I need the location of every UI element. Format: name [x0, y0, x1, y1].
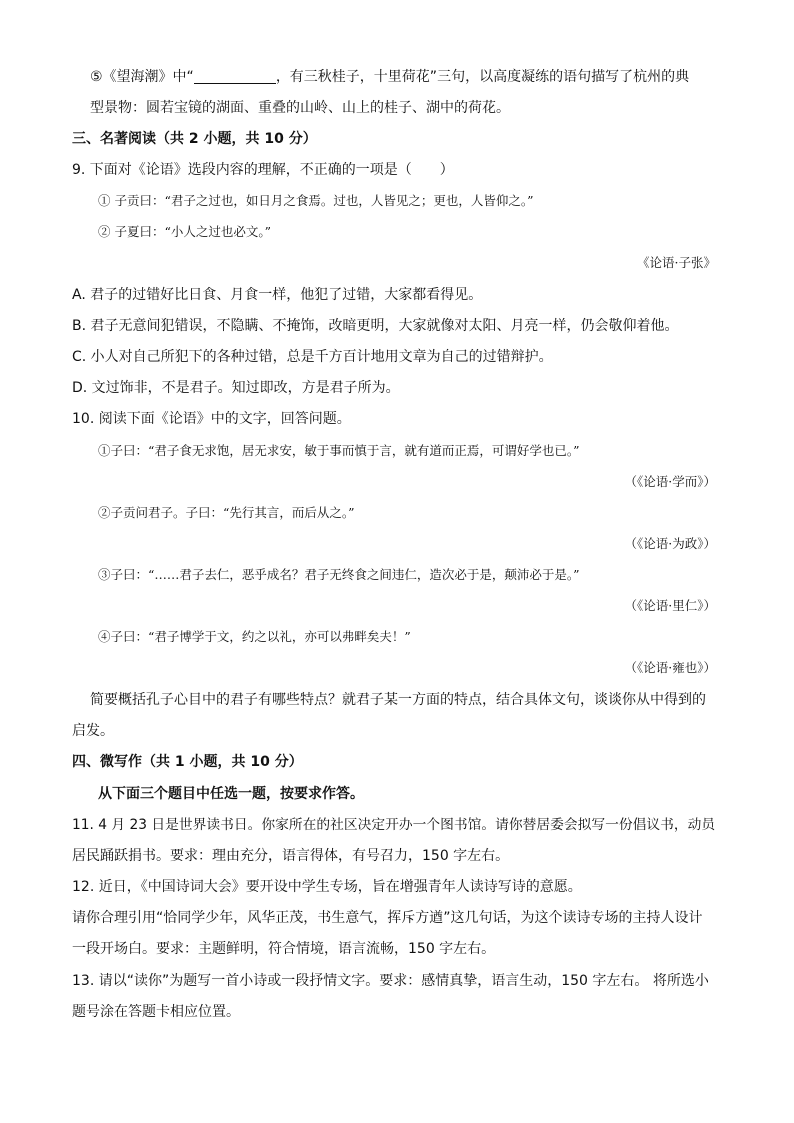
q9-source: 《论语·子张》: [637, 255, 716, 270]
poem-fill-line-2: 型景物：圆若宝镜的湖面、重叠的山岭、山上的桂子、湖中的荷花。: [90, 100, 510, 116]
q12-line-2: 请你合理引用“恰同学少年，风华正茂，书生意气，挥斥方遒”这几句话，为这个读诗专场的主持人设计: [72, 910, 703, 926]
q11-line-2: 居民踊跃捐书。要求：理由充分，语言得体，有号召力，150 字左右。: [72, 848, 510, 864]
q10-source-3: （《论语·里仁》）: [624, 598, 716, 613]
fill-text-prefix: ⑤《望海潮》中“: [90, 69, 194, 85]
poem-fill-line: [90, 67, 724, 87]
q10-quote-2: ②子贡问君子。子曰：“先行其言，而后从之。”: [98, 505, 355, 520]
writing-instruction: 从下面三个题目中任选一题，按要求作答。: [98, 786, 364, 802]
q10-source-1: （《论语·学而》）: [624, 474, 716, 489]
q10-source-2: （《论语·为政》）: [624, 536, 716, 551]
question-10-stem: 10. 阅读下面《论语》中的文字，回答问题。: [72, 411, 351, 427]
q11-line-1: 11. 4 月 23 日是世界读书日。你家所在的社区决定开办一个图书馆。请你替居委会拟写一份倡议书，动员: [72, 817, 716, 833]
section-heading-writing: 四、微写作（共 1 小题，共 10 分）: [72, 754, 303, 770]
q13-line-2: 题号涂在答题卡相应位置。: [72, 1004, 240, 1020]
q9-option-b[interactable]: B. 君子无意间犯错误，不隐瞒、不掩饰，改暗更明，大家就像对太阳、月亮一样，仍会敬仰着他。: [72, 318, 679, 334]
q12-line-3: 一段开场白。要求：主题鲜明，符合情境，语言流畅，150 字左右。: [72, 941, 496, 957]
q9-option-d[interactable]: D. 文过饰非，不是君子。知过即改，方是君子所为。: [72, 380, 400, 396]
q9-option-c[interactable]: C. 小人对自己所犯下的各种过错，总是千方百计地用文章为自己的过错辩护。: [72, 349, 553, 365]
fill-text-suffix: ，有三秋桂子，十里荷花”三句，以高度凝练的语句描写了杭州的典: [275, 69, 690, 85]
q9-quote-1: ① 子贡曰：“君子之过也，如日月之食焉。过也，人皆见之；更也，人皆仰之。”: [98, 193, 534, 208]
q10-quote-1: ①子曰：“君子食无求饱，居无求安，敏于事而慎于言，就有道而正焉，可谓好学也已。”: [98, 443, 580, 458]
section-heading-reading: 三、名著阅读（共 2 小题，共 10 分）: [72, 131, 317, 147]
q9-option-a[interactable]: A. 君子的过错好比日食、月食一样，他犯了过错，大家都看得见。: [72, 287, 483, 303]
q9-quote-2: ② 子夏曰：“小人之过也必文。”: [98, 224, 272, 239]
q10-quote-3: ③子曰：“……君子去仁，恶乎成名？君子无终食之间违仁，造次必于是，颠沛必于是。”: [98, 567, 580, 582]
q10-quote-4: ④子曰：“君子博学于文，约之以礼，亦可以弗畔矣夫！”: [98, 629, 411, 644]
q12-line-1: 12. 近日，《中国诗词大会》要开设中学生专场，旨在增强青年人读诗写诗的意愿。: [72, 879, 582, 895]
q10-task-line-2: 启发。: [72, 723, 114, 739]
answer-blank[interactable]: [194, 69, 276, 84]
q10-task-line-1: 简要概括孔子心目中的君子有哪些特点？就君子某一方面的特点，结合具体文句，谈谈你从中得到的: [90, 692, 706, 708]
q10-source-4: （《论语·雍也》）: [624, 660, 716, 675]
question-9-stem: 9. 下面对《论语》选段内容的理解，不正确的一项是（ ）: [72, 162, 454, 178]
q13-line-1: 13. 请以“读你”为题写一首小诗或一段抒情文字。要求：感情真挚，语言生动，150 字左右。 将所选小: [72, 973, 709, 989]
